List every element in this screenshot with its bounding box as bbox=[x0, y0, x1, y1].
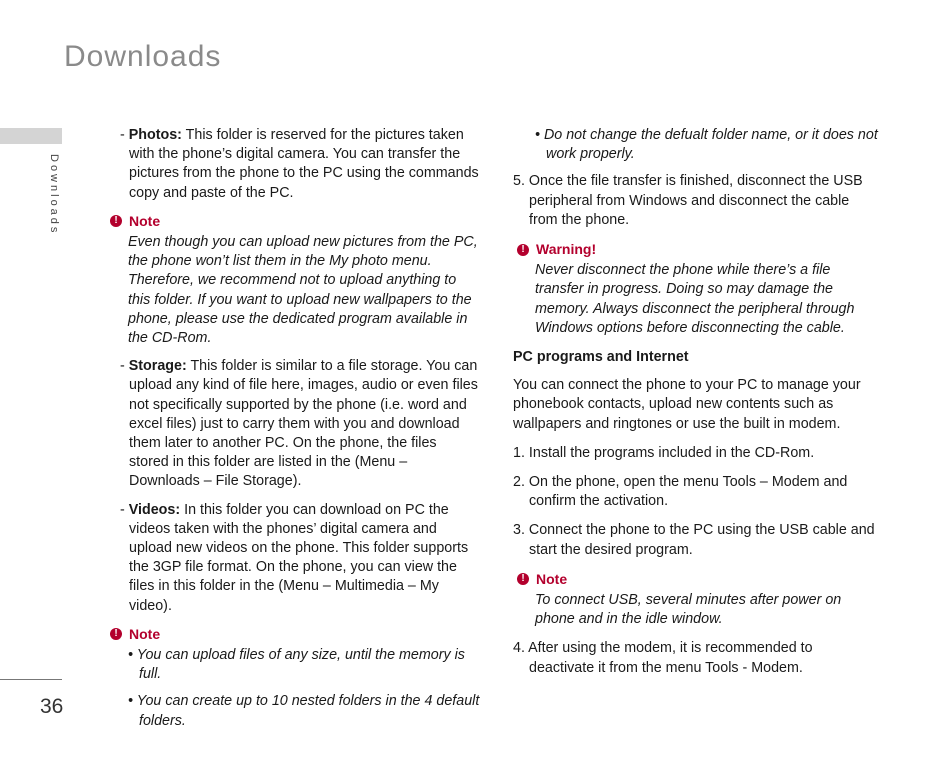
note-box bbox=[521, 570, 881, 630]
warning-box bbox=[521, 240, 881, 338]
step-4: 4. After using the modem, it is recommended to deactivate it from the menu Tools - Modem. bbox=[513, 640, 813, 676]
note-box bbox=[114, 625, 480, 731]
note-text: Even though you can upload new pictures from the PC, the phone won’t list them in the My photo menu. Therefore, we recommend not to upload anything to this folder. If you want to upload new wallpapers to the phone, please use the dedicated program available in the CD-Rom. bbox=[128, 234, 478, 347]
folder-name-bullet: • Do not change the defualt folder name, or it does not work properly. bbox=[535, 127, 878, 163]
note-text: To connect USB, several minutes after power on phone and in the idle window. bbox=[535, 592, 842, 628]
section-heading: PC programs and Internet bbox=[513, 349, 689, 366]
step-2: 2. On the phone, open the menu Tools – Modem and confirm the activation. bbox=[513, 474, 848, 510]
storage-text: This folder is similar to a file storage. You can upload any kind of file here, images, audio or even files not specifically supported by the phone (i.e. word and excel files) just to carry them with you and download them later to another PC. On the phone, the files stored in this folder are listed in the (Menu – Downloads – File Storage). bbox=[129, 358, 478, 490]
side-tab bbox=[0, 128, 62, 144]
left-column bbox=[114, 126, 480, 740]
photos-term: Photos: bbox=[128, 127, 182, 143]
storage-term: Storage: bbox=[128, 358, 187, 375]
videos-item: - Videos: In this folder you can download on PC the videos taken with the phones’ digital camera and upload new videos on the phone. This folder supports the 3GP file format. On the phone, you can view the files in this folder in the (Menu – Multimedia – My video). bbox=[120, 501, 469, 614]
right-column bbox=[513, 126, 881, 688]
note-bullet: • You can upload files of any size, until the memory is full. bbox=[128, 647, 465, 683]
page-number: 36 bbox=[40, 695, 64, 718]
intro-paragraph: You can connect the phone to your PC to manage your phonebook contacts, upload new contents such as wallpapers and ringtones or use the built in modem. bbox=[513, 377, 861, 432]
note-label: Note bbox=[536, 570, 568, 587]
photos-item: - Photos: This folder is reserved for the pictures taken with the phone’s digital camera. You can transfer the pictures from the phone to the PC using the commands copy and paste of the PC. bbox=[120, 127, 479, 201]
page-number-rule bbox=[0, 679, 62, 680]
exclamation-icon: ! bbox=[110, 628, 122, 640]
exclamation-icon: ! bbox=[517, 573, 529, 585]
step-5: 5. Once the file transfer is finished, disconnect the USB peripheral from Windows and disconnect the cable from the phone. bbox=[513, 173, 863, 228]
storage-item: - Storage: This folder is similar to a file storage. You can upload any kind of file here, images, audio or even files not specifically supported by the phone (i.e. word and excel files) just to carry them with you and download them later to another PC. On the phone, the files stored in this folder are listed in the (Menu – Downloads – File Storage). bbox=[120, 358, 478, 490]
videos-text: In this folder you can download on PC the videos taken with the phones’ digital camera and upload new videos on the phone. This folder supports the 3GP file format. On the phone, you can view the files in this folder in the (Menu – Multimedia – My video). bbox=[129, 501, 469, 614]
side-section-label: Downloads bbox=[48, 154, 60, 236]
exclamation-icon: ! bbox=[110, 215, 122, 227]
step-1: 1. Install the programs included in the CD-Rom. bbox=[513, 444, 815, 461]
note-label: Note bbox=[129, 625, 161, 642]
videos-term: Videos: bbox=[128, 501, 181, 518]
warning-text: Never disconnect the phone while there’s a file transfer in progress. Doing so may damage the memory. Always disconnect the peripheral through Windows options before disconnecting the cable. bbox=[535, 262, 855, 336]
note-bullet: • You can create up to 10 nested folders in the 4 default folders. bbox=[128, 693, 480, 729]
note-box bbox=[114, 212, 480, 348]
exclamation-icon: ! bbox=[517, 244, 529, 256]
photos-text: This folder is reserved for the pictures taken with the phone’s digital camera. You can transfer the pictures from the phone to the PC using the commands copy and paste of the PC. bbox=[129, 127, 479, 201]
step-3: 3. Connect the phone to the PC using the USB cable and start the desired program. bbox=[513, 522, 875, 558]
warning-label: Warning! bbox=[536, 241, 597, 258]
page-title: Downloads bbox=[64, 40, 222, 73]
note-label: Note bbox=[129, 212, 161, 229]
